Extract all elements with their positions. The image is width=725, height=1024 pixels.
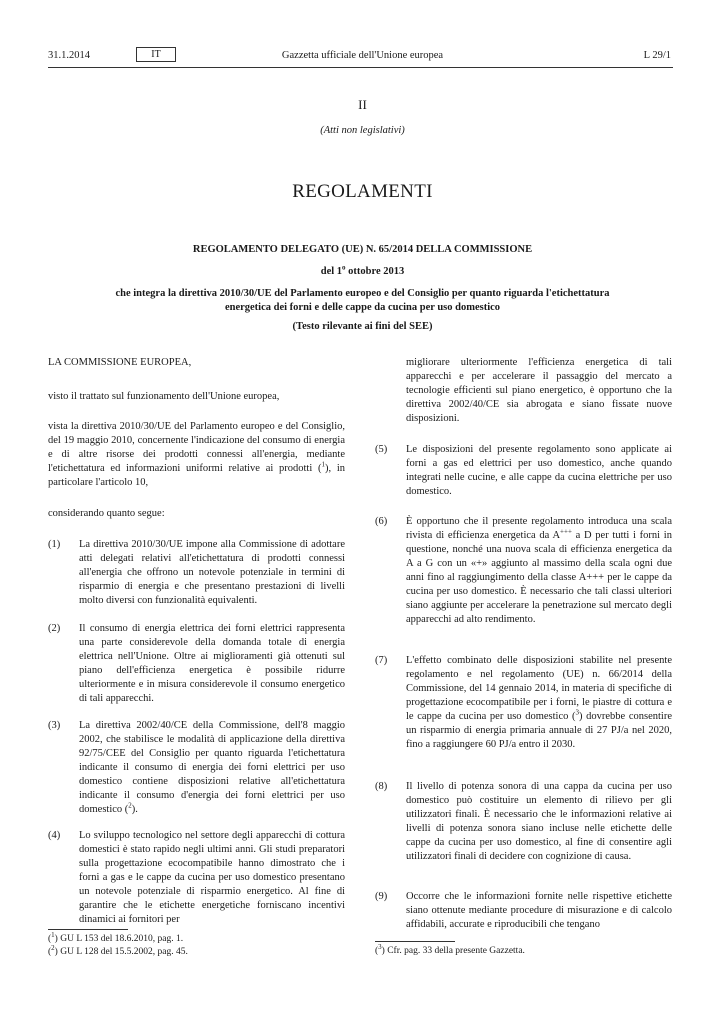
footnote-rule-left: [48, 929, 128, 930]
footnote-2: ($^2$) GU L 128 del 15.5.2002, pag. 45.: [48, 943, 188, 957]
recital-6-number: (6): [375, 516, 388, 527]
part-number: II: [358, 97, 367, 112]
regulation-title: REGOLAMENTO DELEGATO (UE) N. 65/2014 DELLA COMMISSIONE: [192, 244, 533, 255]
recital-3: La direttiva 2002/40/CE della Commissione, dell'8 maggio 2002, che stabilisce le modalità di applicazione della direttiva 92/75/CEE del Consiglio per quanto riguarda l'etichettatura indicante il consumo di energia dei forni elettrici per uso domestico contiene disposizioni relative all'etichettatura indicante il consumo d'energia dei forni elettrici per uso domestico ($^2$).: [79, 720, 345, 815]
header-rule: [48, 67, 673, 68]
journal-title: Gazzetta ufficiale dell'Unione europea: [281, 50, 444, 61]
recital-7-number: (7): [375, 655, 388, 666]
recital-1-number: (1): [48, 539, 61, 550]
eea-relevance: (Testo rilevante ai fini del SEE): [292, 321, 433, 332]
recital-4: Lo sviluppo tecnologico nel settore degli apparecchi di cottura domestici è stato rapido negli ultimi anni. Gli studi preparatori sulla progettazione ecocompatibile hanno dimostrato che i forni a gas e le cappe da cucina per uso domestico presentano un notevole potenziale di risparmio energetico. Al fine di garantire che le etichette energetiche forniscano incentivi dinamici ai fornitori per: [79, 830, 345, 925]
recital-4-continued: migliorare ulteriormente l'efficienza energetica di tali apparecchi e per accelerare il passaggio del mercato a tecnologie efficienti sul piano energetico, è opportuno che la direttiva 2002/40/CE sia abrogata e siano fissate nuove disposizioni.: [406, 357, 672, 424]
considering-heading: considerando quanto segue:: [48, 508, 165, 519]
recital-2-number: (2): [48, 623, 61, 634]
recital-2: Il consumo di energia elettrica dei forni elettrici rappresenta una parte considerevole della domanda totale di energia elettrica nell'Unione. Oltre ai miglioramenti già ottenuti sul piano dell'efficienza energetica è possibile ridurre ulteriormente e in misura considerevole il consumo energetico di tali apparecchi.: [79, 623, 345, 704]
directive-recital: vista la direttiva 2010/30/UE del Parlamento europeo e del Consiglio, del 19 maggio 2010, concernente l'indicazione del consumo di energia e di altre risorse dei prodotti connessi all'energia, mediante l'etichettatura ed informazioni uniformi relative ai prodotti ($^1$), in particolare l'articolo 10,: [48, 421, 345, 488]
language-code: IT: [136, 47, 176, 62]
section-title: REGOLAMENTI: [292, 181, 433, 202]
recital-7: L'effetto combinato delle disposizioni stabilite nel presente regolamento e nel regolamento (UE) n. 66/2014 della Commissione, del 14 gennaio 2014, in materia di specifiche di progettazione ecocompatibile per i forni, le piastre di cottura e le cappe da cucina per uso domestico ($^3$) dovrebbe consentire un risparmio di energia primaria annuale di 27 PJ/a nel 2020, fino a raggiungere 60 PJ/a entro il 2030.: [406, 655, 672, 750]
footnote-rule-right: [375, 941, 455, 942]
recital-9: Occorre che le informazioni fornite nelle rispettive etichette siano ottenute mediante procedure di misurazione e di calcolo affidabili, accurate e riproducibili che tengano: [406, 891, 672, 930]
footnote-1: ($^1$) GU L 153 del 18.6.2010, pag. 1.: [48, 930, 184, 944]
regulation-date: del 1$^o$ ottobre 2013: [320, 263, 405, 277]
recital-3-number: (3): [48, 720, 61, 731]
commission-heading: LA COMMISSIONE EUROPEA,: [48, 357, 192, 368]
recital-5: Le disposizioni del presente regolamento sono applicate ai forni a gas ed elettrici per uso domestico, anche quando integrati nelle cucine, e alle cappe da cucina elettriche per uso domestico.: [406, 444, 672, 497]
recital-8: Il livello di potenza sonora di una cappa da cucina per uso domestico può costituire un elemento di rilievo per gli utilizzatori finali. È necessario che le informazioni relative ai livelli di potenza sonora siano incluse nelle etichette delle cappe da cucina per uso domestico, al fine di consentire agli utilizzatori finali di decidere con cognizione di causa.: [406, 781, 672, 862]
treaty-recital: visto il trattato sul funzionamento dell'Unione europea,: [48, 391, 280, 402]
footnote-3: ($^3$) Cfr. pag. 33 della presente Gazzetta.: [375, 942, 525, 956]
recital-6: È opportuno che il presente regolamento introduca una scala rivista di efficienza energetica da A+++ a D per tutti i forni in questione, nonché una nuova scala di efficienza energetica da A a G con un «+» aggiunto al massimo della scala ogni due anni fino al raggiungimento della classe A+++ per le cappe da cucina per uso domestico. È necessario che tali classi ulteriori siano aggiunte per accelerare la penetrazione sul mercato degli apparecchi ad alto rendimento.: [406, 516, 672, 625]
header-date: 31.1.2014: [48, 50, 90, 61]
page-number: L 29/1: [643, 50, 671, 61]
recital-1: La direttiva 2010/30/UE impone alla Commissione di adottare atti delegati relativi all'etichettatura di prodotti connessi all'energia che offrono un notevole potenziale in termini di risparmio di energia e che presentano prestazioni di livelli molto diversi con funzionalità equivalenti.: [79, 539, 345, 606]
acts-subtitle: (Atti non legislativi): [320, 125, 405, 136]
recital-4-number: (4): [48, 830, 61, 841]
recital-5-number: (5): [375, 444, 388, 455]
regulation-subject: che integra la direttiva 2010/30/UE del Parlamento europeo e del Consiglio per quanto riguarda l'etichettatura energetica dei forni e delle cappe da cucina per uso domestico: [115, 288, 610, 313]
recital-8-number: (8): [375, 781, 388, 792]
recital-9-number: (9): [375, 891, 388, 902]
